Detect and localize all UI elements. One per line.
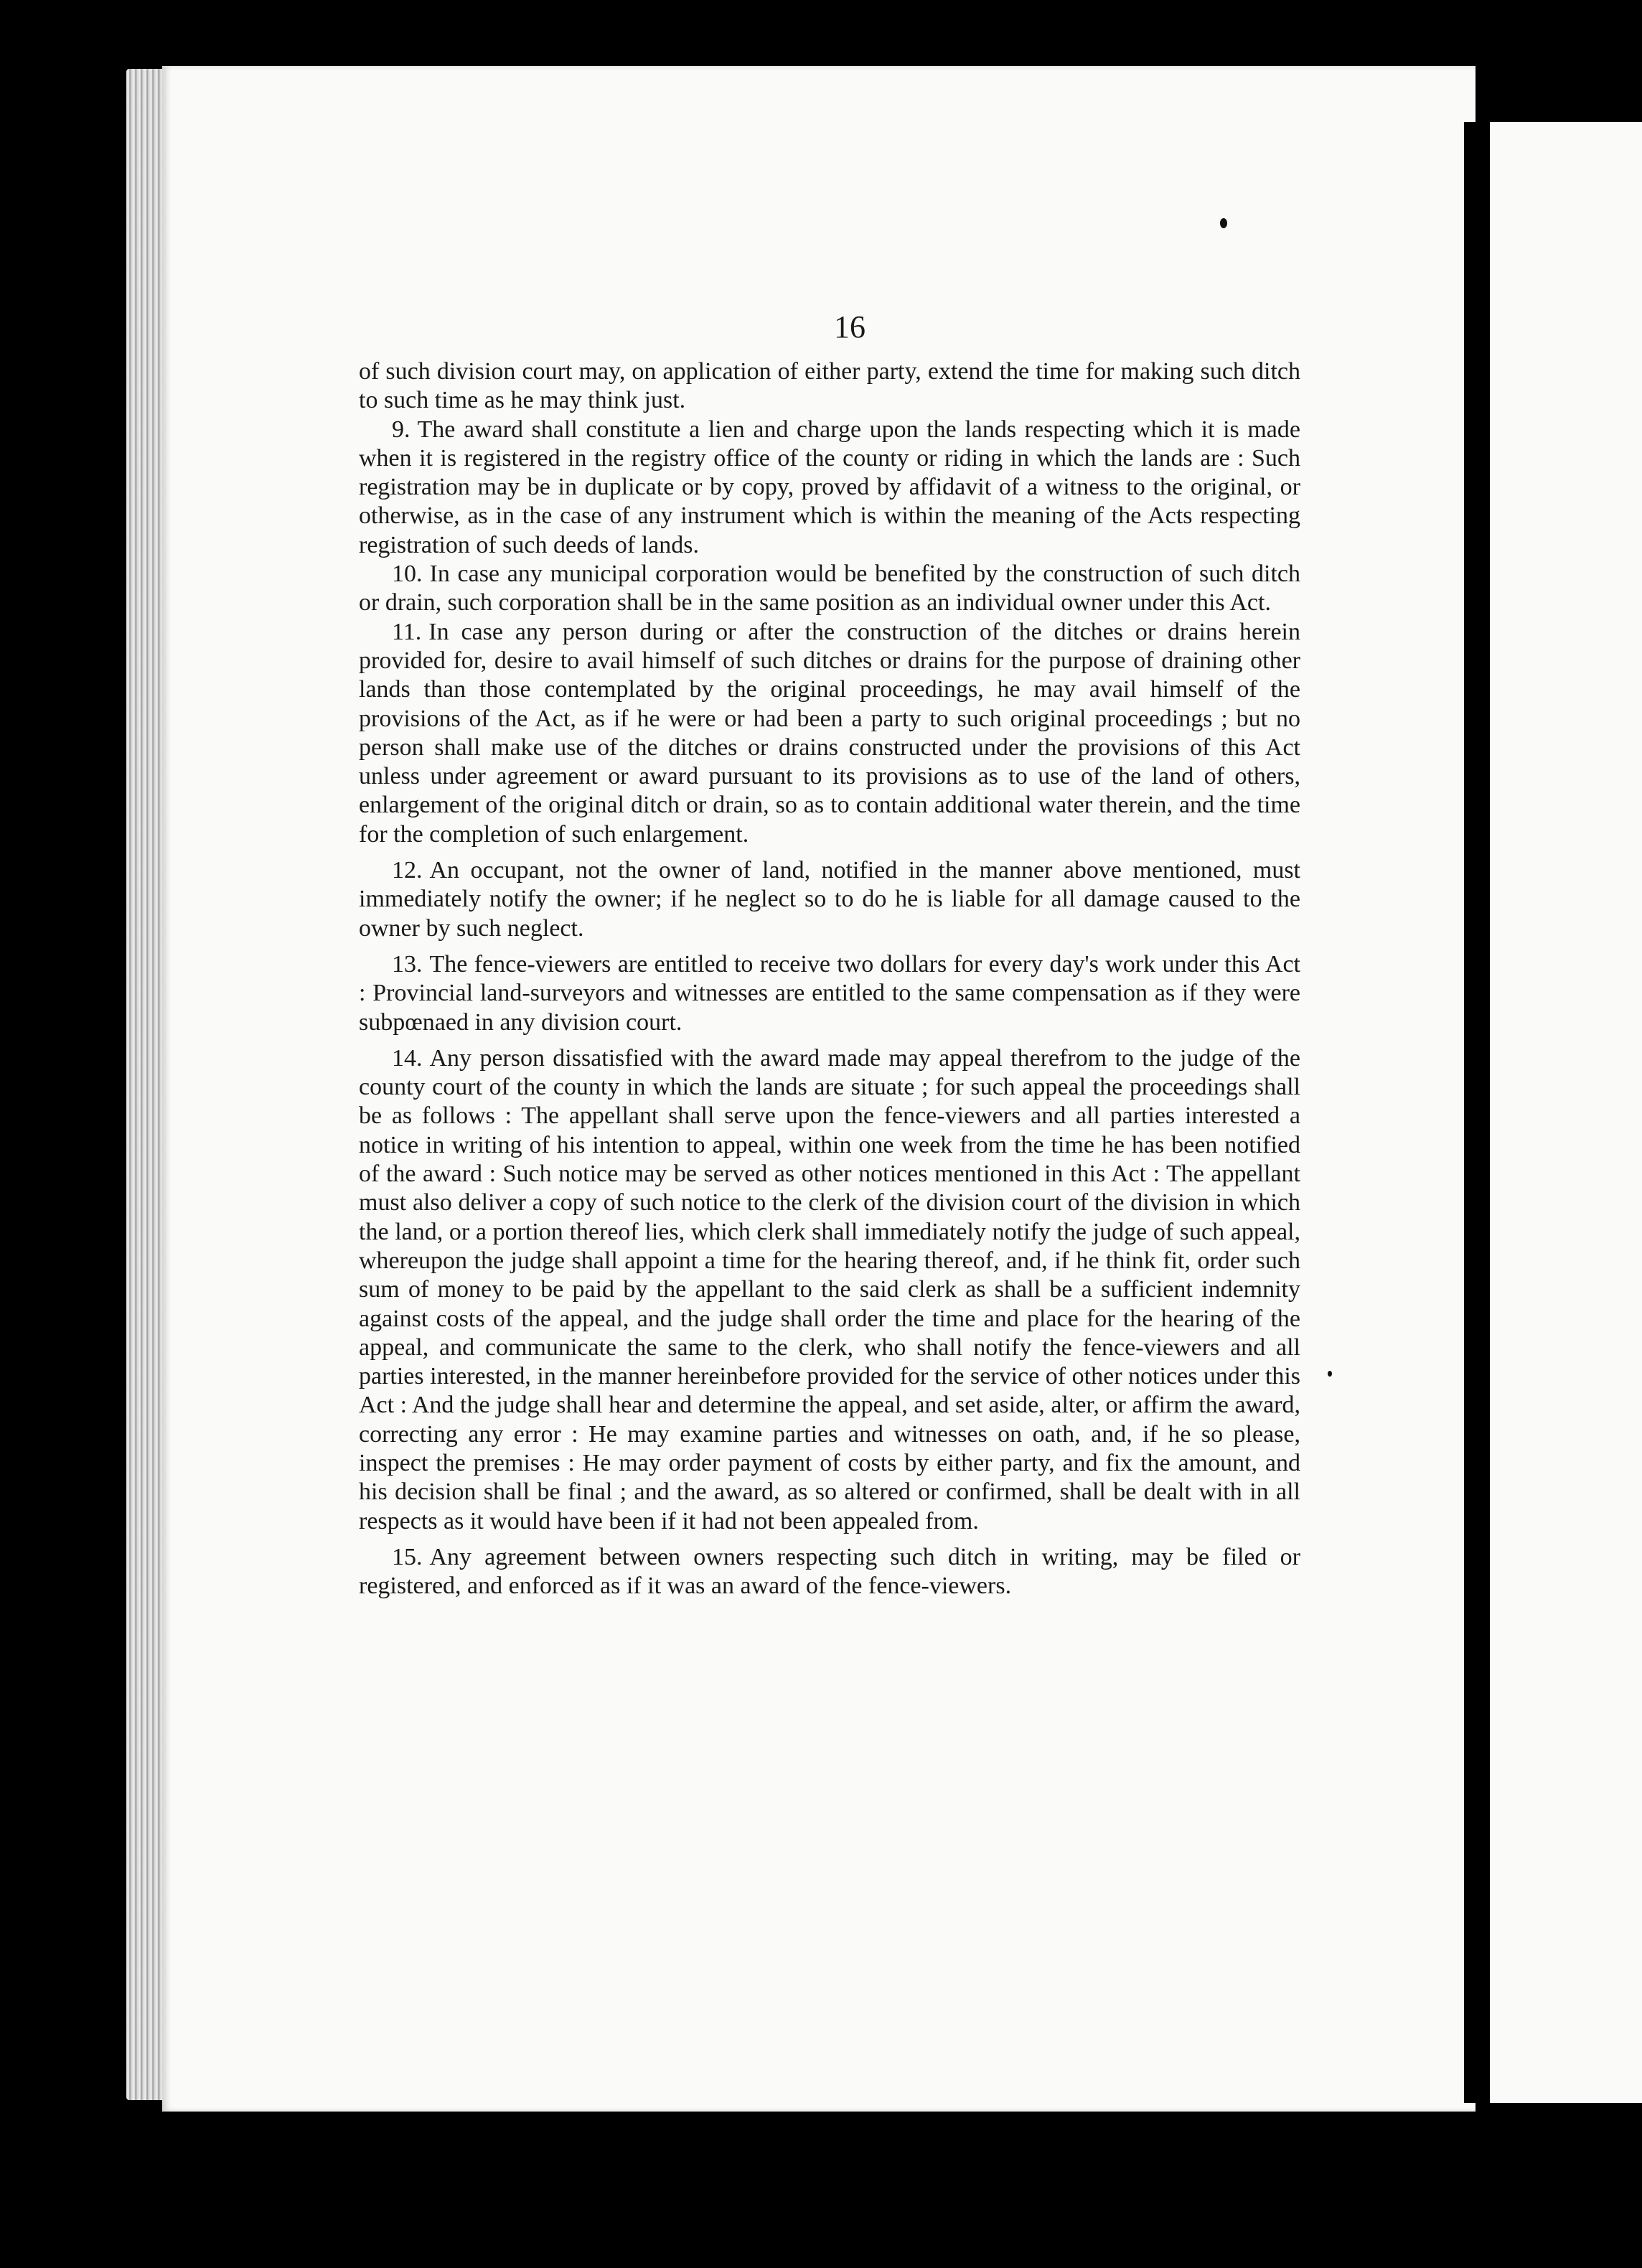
section-10 — [359, 560, 1300, 618]
section-12 — [359, 856, 1300, 943]
paragraph-text: In case any person during or after the construction of the ditches or drains herein provided for, desire to avail himself of such ditches or drains for the purpose of draining other lands than those contemplated by the original proceedings, he may avail himself of the provisions of the Act, as if he were or had been a party to such original proceedings ; but no person shall make use of the ditches or drains constructed under the provisions of this Act unless under agreement or award pursuant to its provisions as to use of the land of others, enlargement of the original ditch or drain, so as to contain additional water therein, and the time for the completion of such enlargement. — [359, 618, 1300, 848]
section-number: 13. — [392, 950, 423, 978]
paragraph-text: Any agreement between owners respecting such ditch in writing, may be filed or registered, and enforced as if it was an award of the fence-viewers. — [359, 1543, 1300, 1600]
section-number: 10. — [392, 561, 423, 588]
section-number: 9. — [392, 416, 411, 443]
paragraph-text: The award shall constitute a lien and charge upon the lands respecting which it is made when it is registered in the registry office of the county or riding in which the lands are : Such registration may be in duplicate or by copy, proved by affidavit of a witness to the original, or otherwise, as in the case of any instrument which is within the meaning of the Acts respecting registration of such deeds of lands. — [359, 416, 1300, 558]
section-9 — [359, 416, 1300, 560]
page-number: 16 — [834, 309, 865, 345]
paragraph-text: An occupant, not the owner of land, notified in the manner above mentioned, must immediately notify the owner; if he neglect so to do he is liable for all damage caused to the owner by such neglect. — [359, 857, 1300, 942]
right-page-edge — [1490, 122, 1642, 2103]
paragraph-text: of such division court may, on application of either party, extend the time for making such ditch to such time as he may think just. — [359, 358, 1300, 414]
ink-speck — [1220, 218, 1227, 228]
paragraph-text: In case any municipal corporation would be benefited by the construction of such ditch or drain, such corporation shall be in the same position as an individual owner under this Act. — [359, 561, 1300, 617]
gutter — [1464, 122, 1490, 2103]
section-14 — [359, 1044, 1300, 1536]
paragraph-text: The fence-viewers are entitled to receive two dollars for every day's work under this Act : Provincial land-surveyors and witnesses are entitled to the same compensation as if they were subpœnaed in any division court. — [359, 950, 1300, 1036]
section-number: 12. — [392, 857, 423, 884]
paragraph-continued — [359, 357, 1300, 416]
ink-speck — [1328, 1371, 1332, 1377]
section-11 — [359, 618, 1300, 849]
section-15 — [359, 1543, 1300, 1601]
body-text — [359, 357, 1300, 1601]
paragraph-text: Any person dissatisfied with the award made may appeal therefrom to the judge of the county court of the county in which the lands are situate ; for such appeal the proceedings shall be as follows : The appellant shall serve upon the fence-viewers and all parties interested a notice in writing of his intention to appeal, within one week from the time he has been notified of the award : Such notice may be served as other notices mentioned in this Act : The appellant must also deliver a copy of such notice to the clerk of the division court of the division in which the land, or a portion thereof lies, which clerk shall immediately notify the judge of such appeal, whereupon the judge shall appoint a time for the hearing thereof, and, if he think fit, order such sum of money to be paid by the appellant to the said clerk as shall be a sufficient indemnity against costs of the appeal, and the judge shall order the time and place for the hearing of the appeal, and communicate the same to the clerk, who shall notify the fence-viewers and all parties interested, in the manner hereinbefore provided for the service of other notices under this Act : And the judge shall hear and determine the appeal, and set aside, alter, or affirm the award, correcting any error : He may examine parties and witnesses on oath, and, if he so please, inspect the premises : He may order payment of costs by either party, and fix the amount, and his decision shall be final ; and the award, as so altered or confirmed, shall be dealt with in all respects as it would have been if it had not been appealed from. — [359, 1044, 1300, 1534]
section-number: 14. — [392, 1044, 423, 1072]
section-13 — [359, 950, 1300, 1037]
section-number: 15. — [392, 1543, 423, 1570]
section-number: 11. — [392, 618, 422, 645]
